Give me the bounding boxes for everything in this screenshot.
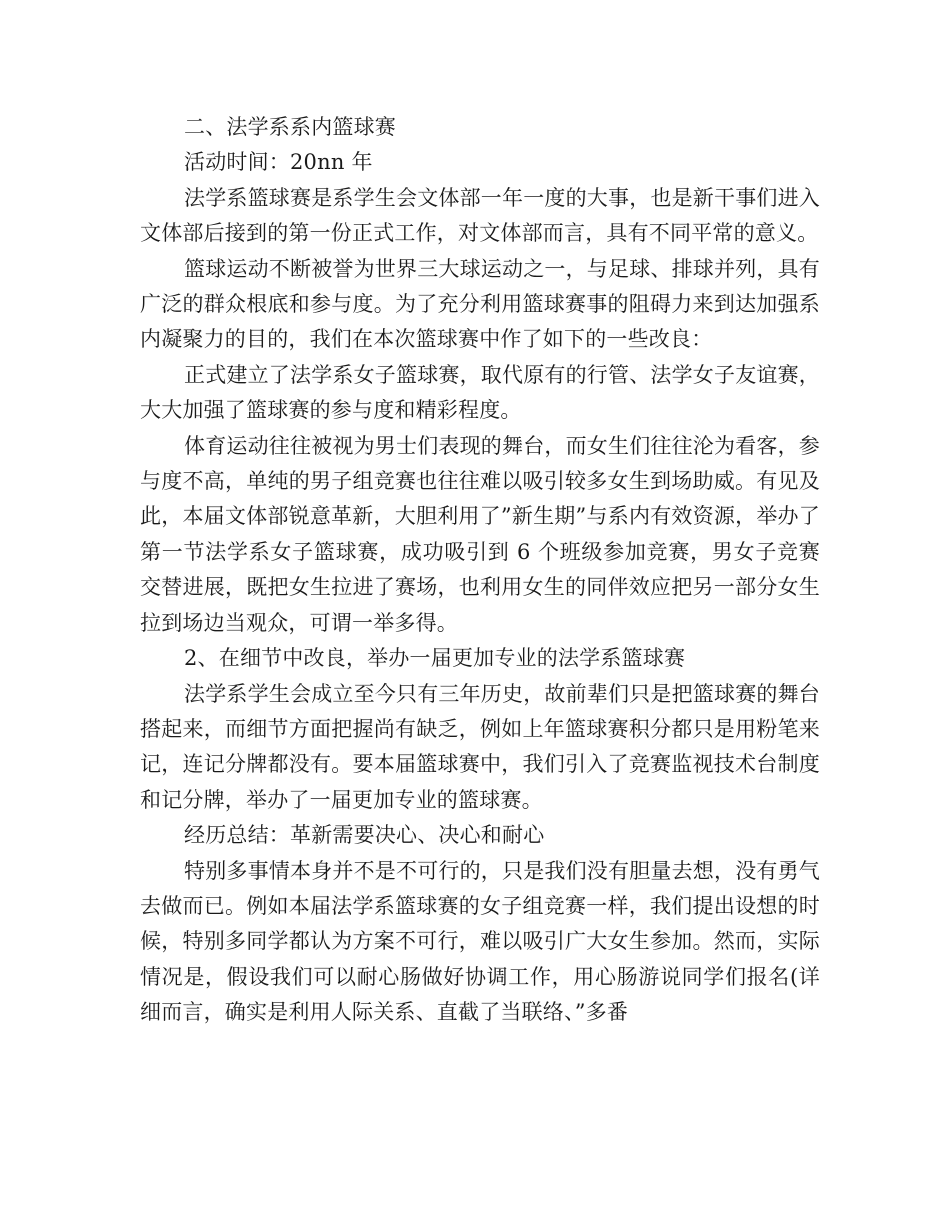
activity-time: 活动时间：20nn 年	[184, 150, 373, 175]
summary-heading: 经历总结：革新需要决心、决心和耐心	[184, 823, 545, 848]
document-body	[140, 110, 820, 1031]
body-paragraph: 特别多事情本身并不是不可行的，只是我们没有胆量去想，没有勇气去做而已。例如本届法学系篮球赛的女子组竞赛一样，我们提出设想的时候，特别多同学都认为方案不可行，难以吸引广大女生参加。然而，实际情况是，假设我们可以耐心肠做好协调工作，用心肠游说同学们报名(详细而言，确实是利用人际关系、直截了当联络、”多番	[140, 858, 820, 1025]
body-paragraph: 体育运动往往被视为男士们表现的舞台，而女生们往往沦为看客，参与度不高，单纯的男子组竞赛也往往难以吸引较多女生到场助威。有见及此，本届文体部锐意革新，大胆利用了”新生期”与系内有效资源，举办了第一节法学系女子篮球赛，成功吸引到 6 个班级参加竞赛，男女子竞赛交替进展，既把女生拉进了赛场，也利用女生的同伴效应把另一部分女生拉到场边当观众，可谓一举多得。	[140, 433, 820, 635]
subsection-heading: 2、在细节中改良，举办一届更加专业的法学系篮球赛	[184, 646, 686, 671]
body-paragraph: 法学系篮球赛是系学生会文体部一年一度的大事，也是新干事们进入文体部后接到的第一份正式工作，对文体部而言，具有不同平常的意义。	[140, 185, 820, 246]
section-heading: 二、法学系系内篮球赛	[184, 115, 396, 139]
body-paragraph: 正式建立了法学系女子篮球赛，取代原有的行管、法学女子友谊赛，大大加强了篮球赛的参与度和精彩程度。	[140, 362, 820, 423]
body-paragraph: 法学系学生会成立至今只有三年历史，故前辈们只是把篮球赛的舞台搭起来，而细节方面把握尚有缺乏，例如上年篮球赛积分都只是用粉笔来记，连记分牌都没有。要本届篮球赛中，我们引入了竞赛监视技术台制度和记分牌，举办了一届更加专业的篮球赛。	[140, 681, 820, 812]
body-paragraph: 篮球运动不断被誉为世界三大球运动之一，与足球、排球并列，具有广泛的群众根底和参与度。为了充分利用篮球赛事的阻碍力来到达加强系内凝聚力的目的，我们在本次篮球赛中作了如下的一些改良：	[140, 256, 820, 352]
